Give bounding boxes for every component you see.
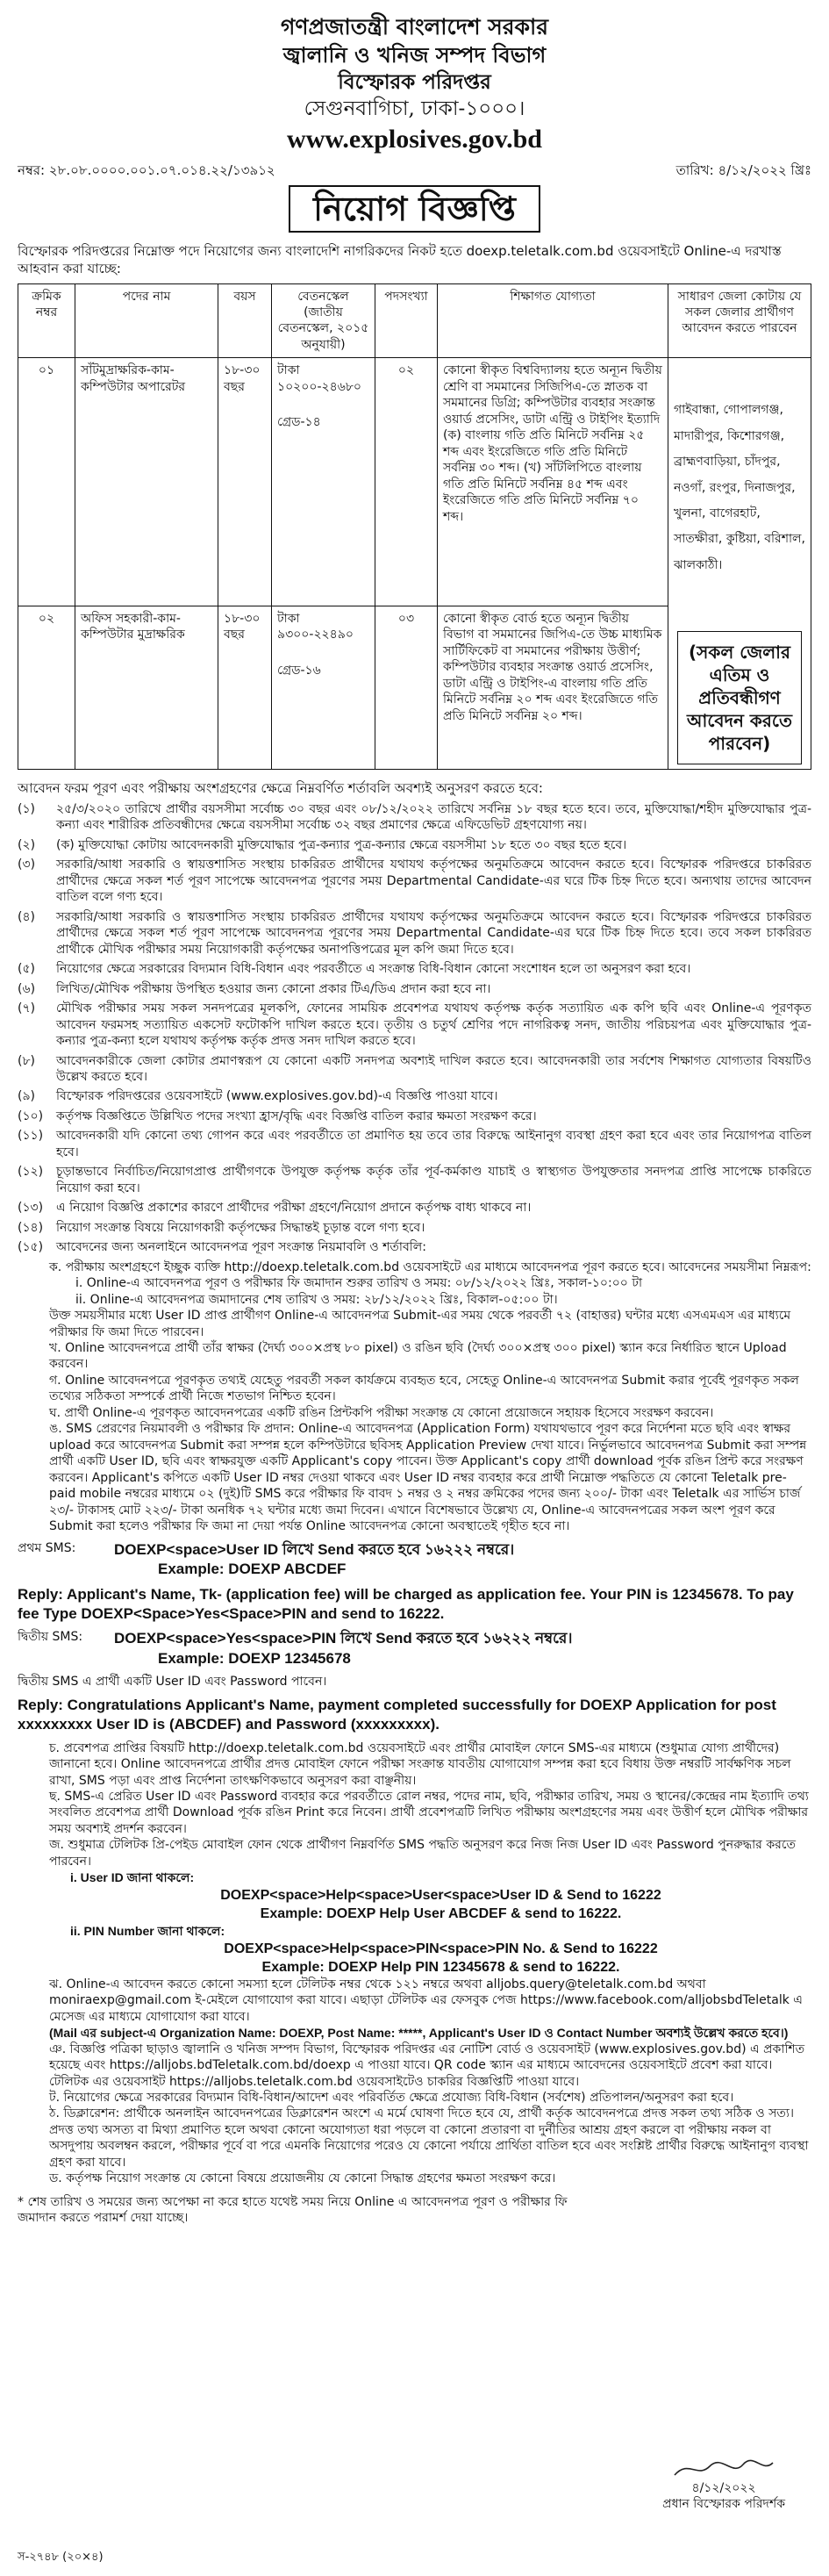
list-item: (১১) আবেদনকারী যদি কোনো তথ্য গোপন করে এবং পরবর্তীতে তা প্রমাণিত হয় তবে তার বিরুদ্ধে আইনানুগ ব্যবস্থা গ্রহণ করা হবে এবং তার নিয়োগপত্র বাতিল হবে। — [18, 1129, 811, 1159]
table-row — [18, 358, 811, 606]
list-item: (১০) কর্তৃপক্ষ বিজ্ঞপ্তিতে উল্লিখিত পদের সংখ্যা হ্রাস/বৃদ্ধি এবং বিজ্ঞপ্তি বাতিল করার ক্ষমতা সংরক্ষণ করে। — [18, 1109, 537, 1123]
gov-name: গণপ্রজাতন্ত্রী বাংলাদেশ সরকার — [281, 14, 548, 39]
recovery-pin-example: Example: DOEXP Help PIN 12345678 & send to 16222. — [261, 1959, 620, 1975]
signature-mark — [662, 2458, 785, 2480]
instruction-item: গ. Online আবেদনপত্রে পূরণকৃত তথ্যই যেহেতু পরবর্তী সকল কার্যক্রমে ব্যবহৃত হবে, সেহেতু Online-এ আবেদনপত্র Submit করার পূর্বেই পূরণকৃত সকল তথ্যের সঠিকতা সম্পর্কে প্রার্থী নিজে শতভাগ নিশ্চিত হবেন। — [49, 1373, 799, 1404]
instruction-item: খ. Online আবেদনপত্রে প্রার্থী তাঁর স্বাক্ষর (দৈর্ঘ্য ৩০০×প্রস্থ ৮০ pixel) ও রঙিন ছবি (দৈর্ঘ্য ৩০০×প্রস্থ ৩০০ pixel) স্ক্যান করে নির্ধারিত স্থানে Upload করবেন। — [49, 1341, 787, 1372]
sms-first — [18, 1540, 811, 1580]
col-districts: সাধারণ জেলা কোটায় যে সকল জেলার প্রার্থীগণ আবেদন করতে পারবেন — [668, 283, 811, 358]
list-item: (১৫) আবেদনের জন্য অনলাইনে আবেদনপত্র পূরণ সংক্রান্ত নিয়মাবলি ও শর্তাবলি: — [18, 1240, 426, 1255]
row-sl: ০২ — [18, 606, 75, 769]
instruction-item: ঠ. ডিক্লারেশন: প্রার্থীকে অনলাইন আবেদনপত্রের ডিক্লারেশন অংশে এ মর্মে ঘোষণা দিতে হবে যে, প্রার্থী কর্তৃক আবেদনপত্রে প্রদত্ত সকল তথ্য সঠিক ও সত্য। প্রদত্ত তথ্য অসত্য বা মিথ্যা প্রমাণিত হলে অথবা কোনো অযোগ্যতা ধরা পড়লে বা কোনো প্রতারণা বা দুর্নীতির আশ্রয় গ্রহণ করলে বা পরীক্ষায় নকল বা অসদুপায় অবলম্বন করলে, পরীক্ষার পূর্বে বা পরে এমনকি নিয়োগের পরেও যে কোনো পর্যায়ে প্রার্থিতা বাতিল হবে এবং সংশ্লিষ্ট প্রার্থীর বিরুদ্ধে আইনানুগ ব্যবস্থা গ্রহণ করা যাবে। — [49, 2106, 809, 2170]
row-grade: গ্রেড-১৬ — [277, 663, 321, 678]
list-item: (১৪) নিয়োগ সংক্রান্ত বিষয়ে নিয়োগকারী কর্তৃপক্ষের সিদ্ধান্তই চূড়ান্ত বলে গণ্য হবে। — [18, 1220, 425, 1235]
sms-second — [18, 1629, 811, 1668]
instruction-item: ঘ. প্রার্থী Online-এ পূরণকৃত আবেদনপত্রের একটি রঙিন প্রিন্টকপি পরীক্ষা সংক্রান্ত যে কোনো প্রয়োজনে সহায়ক হিসেবে সংরক্ষণ করবেন। — [49, 1405, 714, 1420]
recovery-userid-cmd: DOEXP<space>Help<space>User<space>User ID & Send to 16222 — [220, 1887, 661, 1903]
instruction-item: জ. শুধুমাত্র টেলিটক প্রি-পেইড মোবাইল ফোন থেকে প্রার্থীগণ নিম্নবর্ণিত SMS পদ্ধতি অনুসরণ করে নিজ নিজ User ID এবং Password পুনরুদ্ধার করতে পারবেন। — [49, 1838, 796, 1869]
row-count: ০২ — [375, 358, 438, 606]
header — [18, 12, 811, 157]
row-post: অফিস সহকারী-কাম-কম্পিউটার মুদ্রাক্ষরিক — [75, 606, 218, 769]
recovery-pin-cmd: DOEXP<space>Help<space>PIN<space>PIN No. & Send to 16222 — [224, 1941, 658, 1956]
recovery-pin-head: ii. PIN Number জানা থাকলে: — [70, 1924, 225, 1939]
notice-title: নিয়োগ বিজ্ঞপ্তি — [18, 185, 811, 233]
orphan-note: (সকল জেলার এতিম ও প্রতিবন্ধীগণ আবেদন করতে পারবেন) — [677, 631, 802, 764]
dept-name: বিস্ফোরক পরিদপ্তর — [338, 69, 491, 94]
instruction-item: চ. প্রবেশপত্র প্রাপ্তির বিষয়টি http://doexp.teletalk.com.bd ওয়েবসাইটে এবং প্রার্থীর মোবাইল ফোনে SMS-এর মাধ্যমে (শুধুমাত্র যোগ্য প্রার্থীদের) জানানো হবে। Online আবেদনপত্রে প্রার্থীর প্রদত্ত মোবাইল ফোনে পরীক্ষা সংক্রান্ত যাবতীয় যোগাযোগ সম্পন্ন করা হবে বিধায় উক্ত নম্বরটি সার্বক্ষণিক সচল রাখা, SMS পড়া এবং প্রাপ্ত নির্দেশনা তাৎক্ষণিকভাবে অনুসরণ করা বাঞ্ছনীয়। — [49, 1740, 791, 1788]
sms1-command: DOEXP<space>User ID লিখে Send করতে হবে ১৬২২২ নম্বরে। — [114, 1540, 515, 1558]
sms1-label: প্রথম SMS: — [18, 1540, 76, 1555]
signature-designation: প্রধান বিস্ফোরক পরিদর্শক — [662, 2497, 785, 2512]
sms1-example: Example: DOEXP ABCDEF — [158, 1561, 347, 1578]
instruction-item: ii. Online-এ আবেদনপত্র জমাদানের শেষ তারিখ ও সময়: ২৮/১২/২০২২ খ্রিঃ, বিকাল-০৫:০০ টা। — [75, 1292, 558, 1307]
instruction-item: ঙ. SMS প্রেরণের নিয়মাবলী ও পরীক্ষার ফি প্রদান: Online-এ আবেদনপত্র (Application Form) যথাযথভাবে পূরণ করে নির্দেশনা মতে ছবি এবং স্বাক্ষর upload করে আবেদনপত্র Submit করা সম্পন্ন হলে কম্পিউটারে ছবিসহ Application Preview দেখা যাবে। নির্ভুলভাবে আবেদনপত্র Submit করা সম্পন্ন প্রার্থী একটি User ID, ছবি এবং স্বাক্ষরযুক্ত একটি Applicant's copy পাবেন। উক্ত Applicant's copy প্রার্থী download পূর্বক রঙিন প্রিন্ট করে সংরক্ষণ করবেন। Applicant's কপিতে একটি User ID নম্বর দেওয়া থাকবে এবং User ID নম্বর ব্যবহার করে প্রার্থী নিম্নোক্ত পদ্ধতিতে যে কোনো Teletalk pre-paid mobile নম্বরের মাধ্যমে ০২ (দুই)টি SMS করে পরীক্ষার ফি বাবদ ১ নম্বর ও ২ নম্বর ক্রমিকের পদের জন্য ২০০/- টাকা এবং Teletalk এর সার্ভিস চার্জ ২৩/- টাকাসহ মোট ২২৩/- টাকা অনধিক ৭২ ঘন্টার মধ্যে জমা দিবেন। এখানে বিশেষভাবে উল্লেখ্য যে, Online-এ আবেদনপত্রের সকল অংশ পূরণ করে Submit করা হলেও পরীক্ষার ফি জমা না দেয়া পর্যন্ত Online আবেদনপত্র কোনো অবস্থাতেই গৃহীত হবে না। — [49, 1422, 807, 1534]
signature-date: ৪/১২/২০২২ — [691, 2481, 756, 2495]
footer-code: স-২৭৪৮ (২০×৪) — [18, 2551, 104, 2564]
col-qualification: শিক্ষাগত যোগ্যতা — [438, 283, 668, 358]
instruction-item: ক. পরীক্ষায় অংশগ্রহণে ইচ্ছুক ব্যক্তি http://doexp.teletalk.com.bd ওয়েবসাইটে এর মাধ্যমে আবেদনপত্র পূরণ করতে হবে। আবেদনের সময়সীমা নিম্নরূপ: — [49, 1259, 811, 1274]
col-count: পদসংখ্যা — [375, 283, 438, 358]
col-scale: বেতনস্কেল (জাতীয় বেতনস্কেল, ২০১৫ অনুযায়ী) — [272, 283, 375, 358]
list-item: (৩) সরকারি/আধা সরকারি ও স্বায়ত্তশাসিত সংস্থায় চাকরিরত প্রার্থীদের যথাযথ কর্তৃপক্ষের অনুমতিক্রমে আবেদন করতে হবে। বিস্ফোরক পরিদপ্তরে চাকরিরত প্রার্থীদের ক্ষেত্রে সকল শর্ত পূরণ সাপেক্ষে আবেদনপত্র পূরণের সময় Departmental Candidate-এর ঘরে টিক চিহ্ন দিতে হবে। অন্যথায় তাদের আবেদন বাতিল বলে গণ্য হবে। — [18, 857, 811, 905]
posts-table — [18, 283, 811, 771]
instruction-item: ট. নিয়োগের ক্ষেত্রে সরকারের বিদ্যমান বিধি-বিধান/আদেশ এবং পরিবর্তিত ক্ষেত্রে প্রযোজ্য বিধি-বিধান (সর্বশেষ) প্রতিপালন/অনুসরণ করা হবে। — [49, 2091, 734, 2105]
contact-section — [49, 1977, 811, 2187]
mail-subject-note: (Mail এর subject-এ Organization Name: DOEXP, Post Name: *****, Applicant's User ID ও Contact Number অবশ্যই উল্লেখ করতে হবে।) — [49, 2026, 789, 2041]
after-sms-instructions — [49, 1740, 811, 1870]
row-qual: কোনো স্বীকৃত বিশ্ববিদ্যালয় হতে অন্যূন দ্বিতীয় শ্রেণি বা সমমানের সিজিপিএ-তে স্নাতক বা সমমানের ডিগ্রি; কম্পিউটার ব্যবহার সংক্রান্ত ওয়ার্ড প্রসেসিং, ডাটা এন্ট্রি ও টাইপিং ইত্যাদি (ক) বাংলায় গতি প্রতি মিনিটে সর্বনিম্ন ২৫ শব্দ এবং ইংরেজিতে গতি প্রতি মিনিটে সর্বনিম্ন ৩০ শব্দ। (খ) সাঁটলিপিতে বাংলায় গতি প্রতি মিনিটে সর্বনিম্ন ৪৫ শব্দ এবং ইংরেজিতে গতি প্রতি মিনিটে সর্বনিম্ন ৭০ শব্দ। — [438, 358, 668, 606]
table-header-row — [18, 283, 811, 358]
row-age: ১৮-৩০ বছর — [218, 606, 272, 769]
row-post: সাঁটমুদ্রাক্ষরিক-কাম-কম্পিউটার অপারেটর — [75, 358, 218, 606]
district-list: গাইবান্ধা, গোপালগঞ্জ, মাদারীপুর, কিশোরগঞ্জ, ব্রাহ্মণবাড়িয়া, চাঁদপুর, নওগাঁ, রংপুর, দিনাজপুর, খুলনা, বাগেরহাট, সাতক্ষীরা, কুষ্টিয়া, বরিশাল, ঝালকাঠী। — [674, 403, 805, 572]
list-item: (১২) চূড়ান্তভাবে নির্বাচিত/নিয়োগপ্রাপ্ত প্রার্থীগণকে উপযুক্ত কর্তৃপক্ষ কর্তৃক তাঁর পূর্ব-কর্মকাণ্ড যাচাই ও স্বাস্থ্যগত উপযুক্ততার সনদপত্র প্রাপ্তি সাপেক্ষে চাকরিতে নিয়োগ করা হবে। — [18, 1165, 811, 1195]
recovery-section — [70, 1869, 811, 1976]
instruction-item: ছ. SMS-এ প্রেরিত User ID এবং Password ব্যবহার করে পরবর্তীতে রোল নম্বর, পদের নাম, ছবি, পরীক্ষার তারিখ, সময় ও স্থানের/কেন্দ্রের নাম ইত্যাদি তথ্য সংবলিত প্রবেশপত্র প্রার্থী Download পূর্বক রঙিন Print করে নিবেন। প্রার্থী প্রবেশপত্রটি লিখিত পরীক্ষায় অংশগ্রহণের সময় এবং উত্তীর্ণ হলে মৌখিক পরীক্ষার সময় অবশ্যই প্রদর্শন করবেন। — [49, 1790, 809, 1836]
online-instructions — [49, 1259, 811, 1535]
website[interactable]: www.explosives.gov.bd — [287, 125, 542, 154]
intro-text: বিস্ফোরক পরিদপ্তরের নিম্নোক্ত পদে নিয়োগের জন্য বাংলাদেশি নাগরিকদের নিকট হতে doexp.teletalk.com.bd ওয়েবসাইটে Online-এ দরখাস্ত আহবান করা যাচ্ছে: — [18, 242, 782, 276]
list-item: (৭) মৌখিক পরীক্ষার সময় সকল সনদপত্রের মূলকপি, ফোনের সাময়িক প্রবেশপত্র যথাযথ কর্তৃপক্ষ কর্তৃক সত্যায়িত এক কপি ছবি এবং Online-এ পূরণকৃত আবেদন ফরমসহ সত্যায়িত একসেট ফটোকপি দাখিল করতে হবে। তৃতীয় ও চতুর্থ শ্রেণির পদে নাগরিকত্ব সনদ, জাতীয় পরিচয়পত্র এবং মুক্তিযোদ্ধার পুত্র-কন্যার পুত্র-কন্যা হলে যথাযথ কর্তৃপক্ষ কর্তৃক প্রদত্ত সনদ দাখিল করতে হবে। — [18, 1001, 811, 1049]
list-item: (৬) লিখিত/মৌখিক পরীক্ষায় উপস্থিত হওয়ার জন্য কোনো প্রকার টিএ/ডিএ প্রদান করা হবে না। — [18, 981, 491, 996]
col-post: পদের নাম — [75, 283, 218, 358]
address: সেগুনবাগিচা, ঢাকা-১০০০। — [304, 97, 525, 121]
list-item: (১) ২৫/৩/২০২০ তারিখে প্রার্থীর বয়সসীমা সর্বোচ্চ ৩০ বছর এবং ০৮/১২/২০২২ তারিখে সর্বনিম্ন ১৮ বছর হতে হবে। তবে, মুক্তিযোদ্ধা/শহীদ মুক্তিযোদ্ধার পুত্র-কন্যা এবং শারীরিক প্রতিবন্ধীদের ক্ষেত্রে বয়সসীমা সর্বোচ্চ ৩২ বছর প্রমাণের ক্ষেত্রে এফিডেভিট গ্রহণযোগ্য নয়। — [18, 801, 811, 833]
memo-date: তারিখ: ৪/১২/২০২২ খ্রিঃ — [675, 161, 811, 178]
sms2-label: দ্বিতীয় SMS: — [18, 1630, 83, 1645]
row-scale: টাকা ৯৩০০-২২৪৯০ গ্রেড-১৬ — [272, 606, 375, 769]
instruction-item: ঞ. বিজ্ঞপ্তি পত্রিকা ছাড়াও জ্বালানি ও খনিজ সম্পদ বিভাগ, বিস্ফোরক পরিদপ্তর এর নোটিশ বোর্ড ও ওয়েবসাইট (www.explosives.gov.bd) এ প্রকাশিত হয়েছে এবং https://alljobs.bdTeletalk.com.bd/doexp এ পাওয়া যাবে। QR code স্ক্যান এর মাধ্যমে আবেদনের ওয়েবসাইটে প্রবেশ করা যাবে। টেলিটক এর ওয়েবসাইট https://alljobs.teletalk.com.bd ওয়েবসাইটেও চাকরির বিজ্ঞপ্তিটি পাওয়া যাবে। — [49, 2041, 805, 2089]
conditions-heading: আবেদন ফরম পূরণ এবং পরীক্ষায় অংশগ্রহণের ক্ষেত্রে নিম্নবর্ণিত শর্তাবলি অবশ্যই অনুসরণ করতে হবে: — [18, 780, 543, 797]
instruction-item: উক্ত সময়সীমার মধ্যে User ID প্রাপ্ত প্রার্থীগণ Online-এ আবেদনপত্র Submit-এর সময় থেকে পরবর্তী ৭২ (বাহাত্তর) ঘন্টার মধ্যে এসএমএস এর মাধ্যমে পরীক্ষার ফি জমা দিতে পারবেন। — [49, 1309, 791, 1339]
sms2-example: Example: DOEXP 12345678 — [158, 1649, 351, 1667]
notice-page — [18, 0, 811, 2564]
sms2-note: দ্বিতীয় SMS এ প্রার্থী একটি User ID এবং Password পাবেন। — [18, 1675, 327, 1690]
row-scale: টাকা ১০২০০-২৪৬৮০ গ্রেড-১৪ — [272, 358, 375, 606]
reply-second: Reply: Congratulations Applicant's Name, payment completed successfully for DOEXP Application for post xxxxxxxxx User ID is (ABCDEF) and Password (xxxxxxxxx). — [18, 1696, 776, 1733]
list-item: (৫) নিয়োগের ক্ষেত্রে সরকারের বিদ্যমান বিধি-বিধান এবং পরবর্তীতে এ সংক্রান্ত বিধি-বিধান কোনো সংশোধন হলে তা অনুসরণ করা হবে। — [18, 962, 691, 977]
list-item: (৪) সরকারি/আধা সরকারি ও স্বায়ত্তশাসিত সংস্থায় চাকরিরত প্রার্থীদের যথাযথ কর্তৃপক্ষের অনুমতিক্রমে আবেদন করতে হবে। বিস্ফোরক পরিদপ্তরে চাকরিরত প্রার্থীদের ক্ষেত্রে সকল শর্ত পূরণ সাপেক্ষে আবেদনপত্র পূরণের সময় Departmental Candidate-এর ঘরে টিক চিহ্ন দিতে হবে। তবে সকল চাকরিরত প্রার্থীকে মৌখিক পরীক্ষার সময় নিয়োগকারী কর্তৃপক্ষের অনাপত্তিপত্রের মূল কপি জমা দিতে হবে। — [18, 909, 811, 957]
sms2-command: DOEXP<space>Yes<space>PIN লিখে Send করতে হবে ১৬২২২ নম্বরে। — [114, 1630, 573, 1647]
memo-number: নম্বর: ২৮.০৮.০০০০.০০১.০৭.০১৪.২২/১৩৯১২ — [18, 161, 275, 178]
closing-advice: * শেষ তারিখ ও সময়ের জন্য অপেক্ষা না করে হাতে যথেষ্ট সময় নিয়ে Online এ আবেদনপত্র পূরণ ও পরীক্ষার ফি জমাদান করতে পরামর্শ দেয়া যাচ্ছে। — [18, 2194, 568, 2226]
instruction-item: ড. কর্তৃপক্ষ নিয়োগ সংক্রান্ত যে কোনো বিষয়ে প্রয়োজনীয় যে কোনো সিদ্ধান্ত গ্রহণের ক্ষমতা সংরক্ষণ করে। — [49, 2171, 556, 2186]
list-item: (২) (ক) মুক্তিযোদ্ধা কোটায় আবেদনকারী মুক্তিযোদ্ধার পুত্র-কন্যার পুত্র-কন্যার ক্ষেত্রে বয়সসীমা ১৮ হতে ৩০ বছর হতে হবে। — [18, 837, 627, 852]
instruction-item: ঝ. Online-এ আবেদন করতে কোনো সমস্যা হলে টেলিটক নম্বর থেকে ১২১ নম্বরে অথবা alljobs.query@teletalk.com.bd অথবা monirаexp@gmail.com ই-মেইলে যোগাযোগ করা যাবে। এছাড়া টেলিটক এর ফেসবুক পেজ https://www.facebook.com/alljobsbdTeletalk এ মেসেজ এর মাধ্যমে যোগাযোগ করা যাবে। — [49, 1977, 803, 2024]
row-qual: কোনো স্বীকৃত বোর্ড হতে অন্যূন দ্বিতীয় বিভাগ বা সমমানের জিপিএ-তে উচ্চ মাধ্যমিক সার্টিফিকেট বা সমমানের পরীক্ষায় উত্তীর্ণ; কম্পিউটার ব্যবহার সংক্রান্ত ওয়ার্ড প্রসেসিং, ডাটা এন্ট্রি ও টাইপিং-এ বাংলায় গতি প্রতি মিনিটে সর্বনিম্ন ২০ শব্দ এবং ইংরেজিতে গতি প্রতি মিনিটে সর্বনিম্ন ২০ শব্দ। — [438, 606, 668, 769]
districts-cell — [668, 358, 811, 770]
list-item: (৮) আবেদনকারীকে জেলা কোটার প্রমাণস্বরূপ যে কোনো একটি সনদপত্র অবশ্যই দাখিল করতে হবে। আবেদনকারী তার সর্বশেষ শিক্ষাগত যোগ্যতার বিষয়টিও উল্লেখ করতে হবে। — [18, 1053, 811, 1084]
division-name: জ্বালানি ও খনিজ সম্পদ বিভাগ — [282, 42, 547, 68]
col-age: বয়স — [218, 283, 272, 358]
list-item: (৯) বিস্ফোরক পরিদপ্তরের ওয়েবসাইটে (www.explosives.gov.bd)-এ বিজ্ঞপ্তি পাওয়া যাবে। — [18, 1089, 498, 1104]
instruction-item: i. Online-এ আবেদনপত্র পূরণ ও পরীক্ষার ফি জমাদান শুরুর তারিখ ও সময়: ০৮/১২/২০২২ খ্রিঃ, সকাল-১০:০০ টা — [75, 1276, 643, 1291]
recovery-userid-example: Example: DOEXP Help User ABCDEF & send to 16222. — [260, 1905, 622, 1921]
row-count: ০৩ — [375, 606, 438, 769]
signature-block — [662, 2458, 785, 2513]
reference-row — [18, 162, 811, 180]
col-sl: ক্রমিক নম্বর — [18, 283, 75, 358]
conditions-list — [18, 801, 811, 1256]
recovery-userid-head: i. User ID জানা থাকলে: — [70, 1870, 195, 1885]
row-grade: গ্রেড-১৪ — [277, 415, 321, 430]
reply-first: Reply: Applicant's Name, Tk- (application fee) will be charged as application fee. Your PIN is 12345678. To pay fee Type DOEXP<Space>Yes<Space>PIN and send to 16222. — [18, 1585, 794, 1622]
row-sl: ০১ — [18, 358, 75, 606]
list-item: (১৩) এ নিয়োগ বিজ্ঞপ্তি প্রকাশের কারণে প্রার্থীদের পরীক্ষা গ্রহণে/নিয়োগ প্রদানে কর্তৃপক্ষ বাধ্য থাকবে না। — [18, 1201, 532, 1216]
row-age: ১৮-৩০ বছর — [218, 358, 272, 606]
